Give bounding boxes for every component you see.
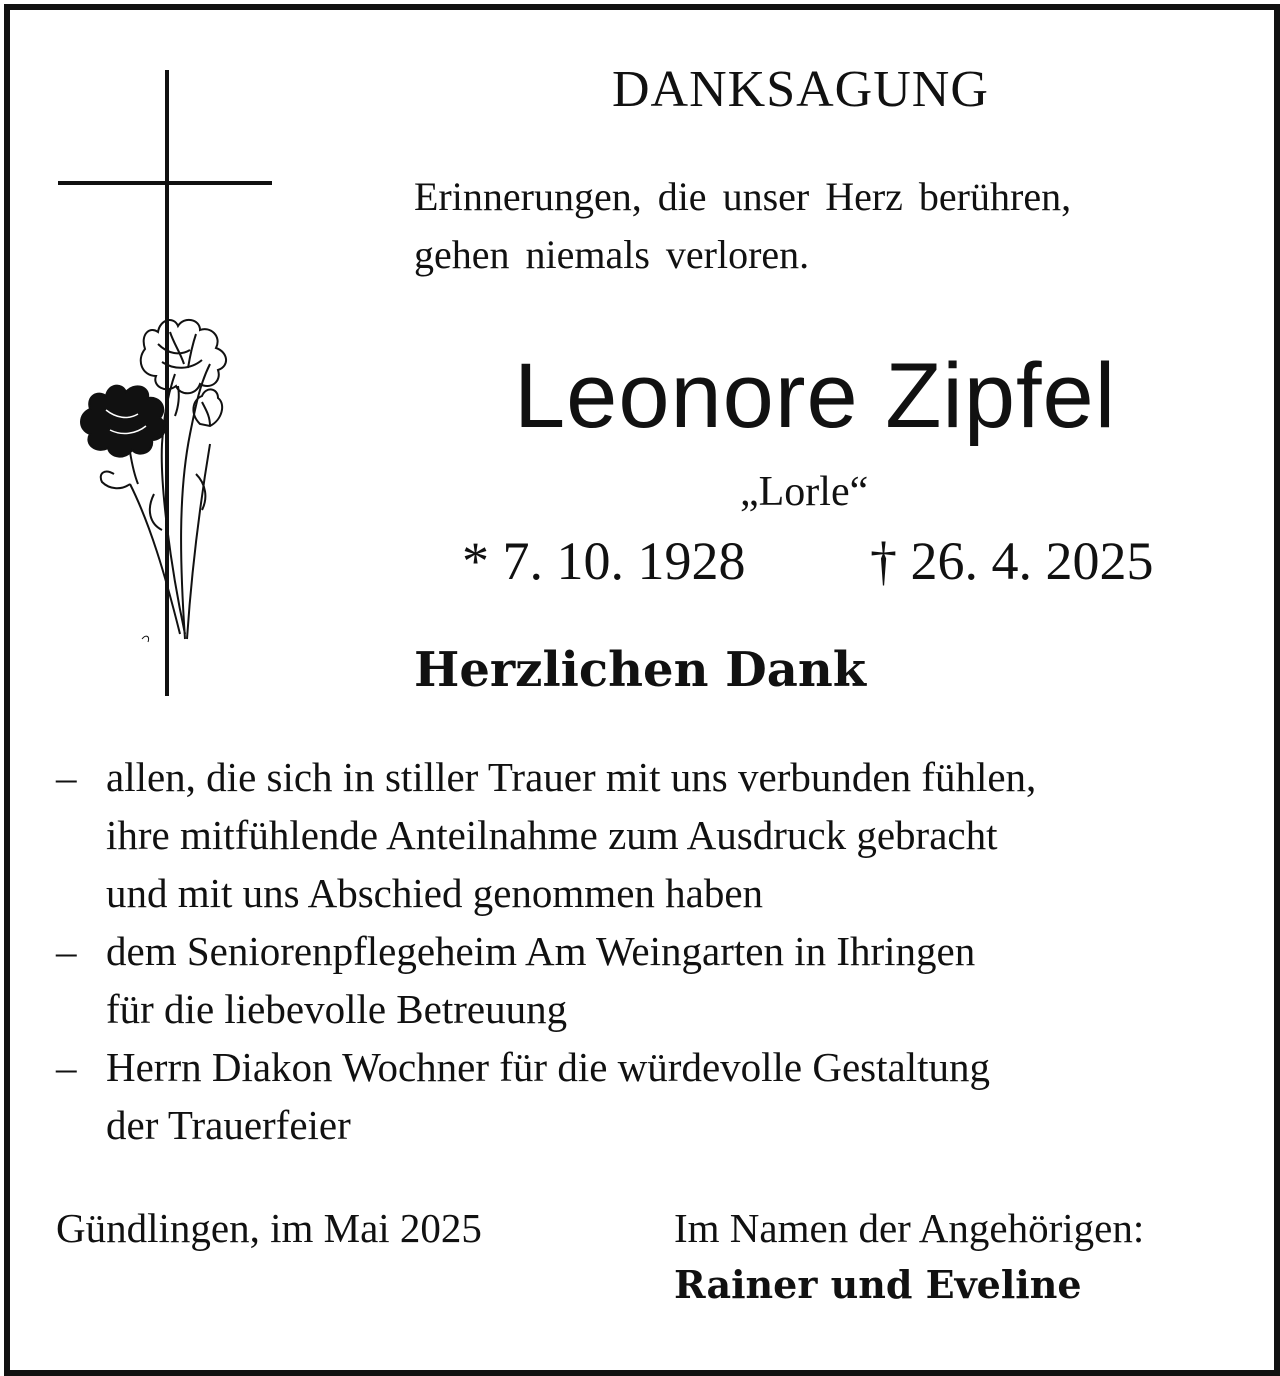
list-item bbox=[56, 748, 1036, 922]
thanks-list bbox=[56, 748, 1036, 1154]
on-behalf-label: Im Namen der Angehörigen: bbox=[674, 1205, 1145, 1251]
quote-line: Erinnerungen, die unser Herz berühren, bbox=[414, 174, 1072, 219]
list-item-line: ihre mitfühlende Anteilnahme zum Ausdruck gebracht bbox=[106, 812, 998, 858]
list-item-line: für die liebevolle Betreuung bbox=[106, 986, 568, 1032]
quote-line: gehen niemals verloren. bbox=[414, 232, 810, 277]
signers-names: Rainer und Eveline bbox=[674, 1262, 1082, 1307]
list-item-line: und mit uns Abschied genommen haben bbox=[106, 870, 764, 916]
deceased-name: Leonore Zipfel bbox=[514, 345, 1117, 447]
list-item-line: der Trauerfeier bbox=[106, 1102, 351, 1148]
birth-date: * 7. 10. 1928 bbox=[462, 531, 746, 591]
list-item-line: allen, die sich in stiller Trauer mit uns verbunden fühlen, bbox=[106, 754, 1037, 800]
deceased-nickname: „Lorle“ bbox=[740, 469, 869, 515]
cross-with-flowers-illustration bbox=[50, 64, 290, 704]
cross-icon bbox=[58, 70, 272, 696]
list-item-line: Herrn Diakon Wochner für die würdevolle Gestaltung bbox=[106, 1044, 991, 1090]
dash-bullet: – bbox=[56, 754, 77, 800]
memorial-quote bbox=[414, 168, 1071, 284]
carnation-flowers-icon bbox=[81, 320, 226, 642]
dash-bullet: – bbox=[56, 928, 77, 974]
dark-carnation-icon bbox=[81, 386, 165, 484]
list-item bbox=[56, 1038, 1036, 1154]
notice-heading: DANKSAGUNG bbox=[612, 61, 989, 118]
dash-bullet: – bbox=[56, 1044, 77, 1090]
thanks-heading: Herzlichen Dank bbox=[414, 642, 867, 698]
list-item-line: dem Seniorenpflegeheim Am Weingarten in Ihringen bbox=[106, 928, 976, 974]
place-and-date: Gündlingen, im Mai 2025 bbox=[56, 1205, 482, 1251]
list-item bbox=[56, 922, 1036, 1038]
death-date: † 26. 4. 2025 bbox=[870, 531, 1154, 591]
